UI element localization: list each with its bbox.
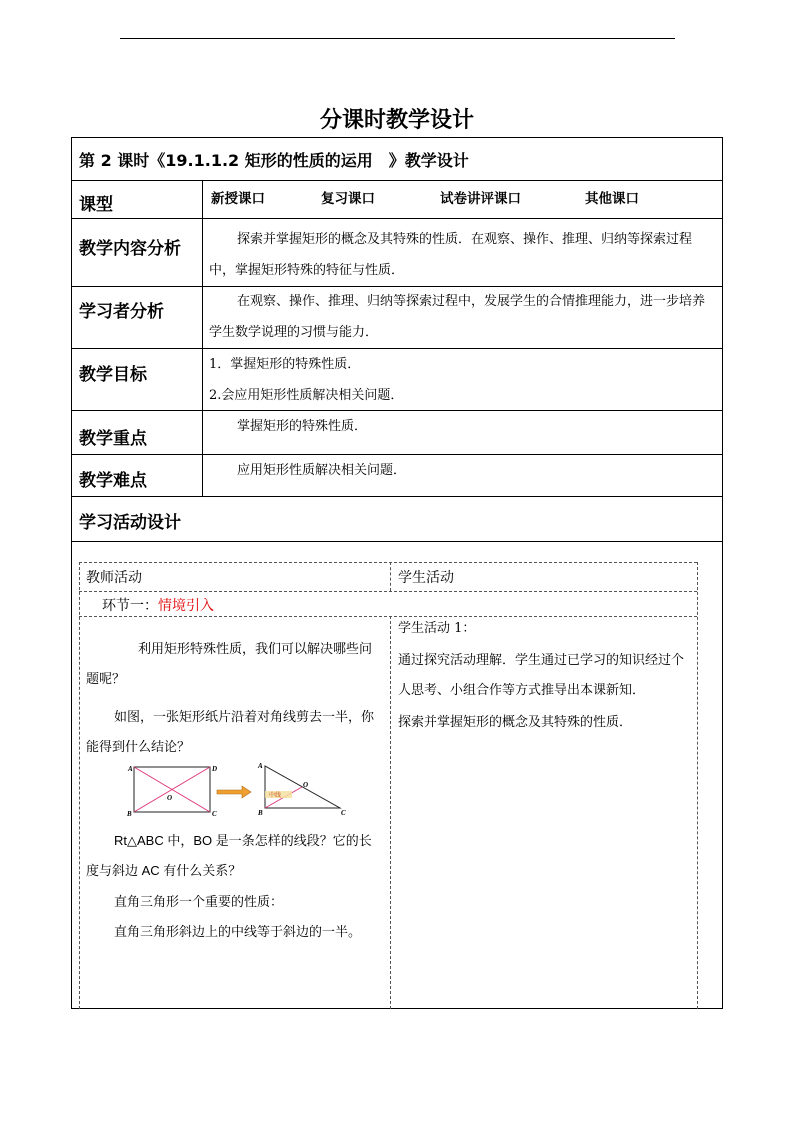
- type-label: 课型: [79, 195, 113, 215]
- teacher-paragraph-1: 利用矩形特殊性质，我们可以解决哪些问题呢？: [86, 642, 373, 687]
- table-rule: [71, 218, 723, 219]
- vertex-label: C: [341, 809, 346, 817]
- activity-design-label: 学习活动设计: [79, 513, 181, 533]
- vertex-label: A: [128, 765, 133, 773]
- type-option-other[interactable]: 其他课口: [585, 191, 639, 207]
- rectangle-figure: [126, 765, 217, 818]
- teacher-paragraph-4: 直角三角形一个重要的性质：: [114, 895, 284, 910]
- header-rule: [120, 38, 675, 39]
- difficulty-label: 教学难点: [79, 471, 147, 491]
- type-option-new[interactable]: 新授课口: [211, 191, 265, 207]
- type-option-exam[interactable]: 试卷讲评课口: [440, 191, 521, 207]
- vertex-label: D: [212, 765, 218, 773]
- student-activity-title: 学生活动 1：: [398, 621, 476, 636]
- table-rule: [71, 180, 723, 181]
- table-rule: [71, 541, 723, 542]
- document-title: 分课时教学设计: [319, 108, 474, 133]
- content-analysis-text: 探索并掌握矩形的概念及其特殊的性质．在观察、操作、推理、归纳等探索过程中，掌握矩形特殊的特征与性质．: [209, 232, 693, 278]
- learner-analysis-text: 在观察、操作、推理、归纳等探索过程中，发展学生的合情推理能力，进一步培养学生数学说理的习惯与能力．: [209, 294, 706, 340]
- vertex-label: C: [212, 810, 217, 818]
- midpoint-label: O: [303, 781, 309, 789]
- center-label: O: [167, 794, 173, 802]
- stage-heading: [102, 595, 214, 615]
- learner-analysis-label: 学习者分析: [79, 302, 164, 322]
- activity-table-rule: [697, 562, 698, 1009]
- stage-name: 情境引入: [158, 598, 214, 614]
- activity-table-rule: [79, 562, 697, 563]
- table-rule: [71, 496, 723, 497]
- vertex-label: B: [258, 809, 263, 817]
- content-analysis-label: 教学内容分析: [79, 239, 181, 259]
- teacher-paragraph-3: Rt△ABC 中，BO 是一条怎样的线段？它的长度与斜边 AC 有什么关系？: [86, 833, 372, 878]
- stage-prefix: 环节一：: [102, 598, 158, 614]
- difficulty-text: 应用矩形性质解决相关问题．: [237, 463, 407, 478]
- vertex-label: A: [258, 762, 263, 770]
- lesson-title: 第 2 课时《19.1.1.2 矩形的性质的运用 》教学设计: [79, 151, 469, 170]
- triangle-figure: [257, 762, 346, 817]
- teacher-paragraph-2: 如图，一张矩形纸片沿着对角线剪去一半，你能得到什么结论？: [86, 710, 375, 755]
- activity-table-rule: [79, 562, 80, 1009]
- teacher-paragraph-5: 直角三角形斜边上的中线等于斜边的一半。: [114, 925, 362, 940]
- key-points-text: 掌握矩形的特殊性质．: [237, 419, 368, 434]
- key-points-label: 教学重点: [79, 429, 147, 449]
- activity-table-rule: [79, 591, 697, 592]
- rectangle-cut-figure: [122, 758, 352, 820]
- student-paragraph-1: 通过探究活动理解．学生通过已学习的知识经过个人思考、小组合作等方式推导出本课新知．: [398, 653, 685, 698]
- type-option-review[interactable]: 复习课口: [321, 191, 375, 207]
- teaching-goal-1: 1．掌握矩形的特殊性质．: [209, 357, 361, 372]
- student-paragraph-2: 探索并掌握矩形的概念及其特殊的性质．: [398, 715, 633, 730]
- table-rule: [71, 348, 723, 349]
- student-activity-head: 学生活动: [398, 570, 454, 586]
- teacher-activity-head: 教师活动: [86, 570, 142, 586]
- activity-table-rule: [390, 562, 391, 591]
- vertex-label: B: [127, 810, 132, 818]
- teaching-goal-2: 2.会应用矩形性质解决相关问题．: [209, 388, 404, 403]
- table-column-rule: [202, 180, 203, 496]
- teaching-goals-label: 教学目标: [79, 365, 147, 385]
- arrow-icon: [217, 786, 251, 798]
- activity-table-rule: [390, 616, 391, 1009]
- median-stamp-text: 中线: [269, 792, 282, 799]
